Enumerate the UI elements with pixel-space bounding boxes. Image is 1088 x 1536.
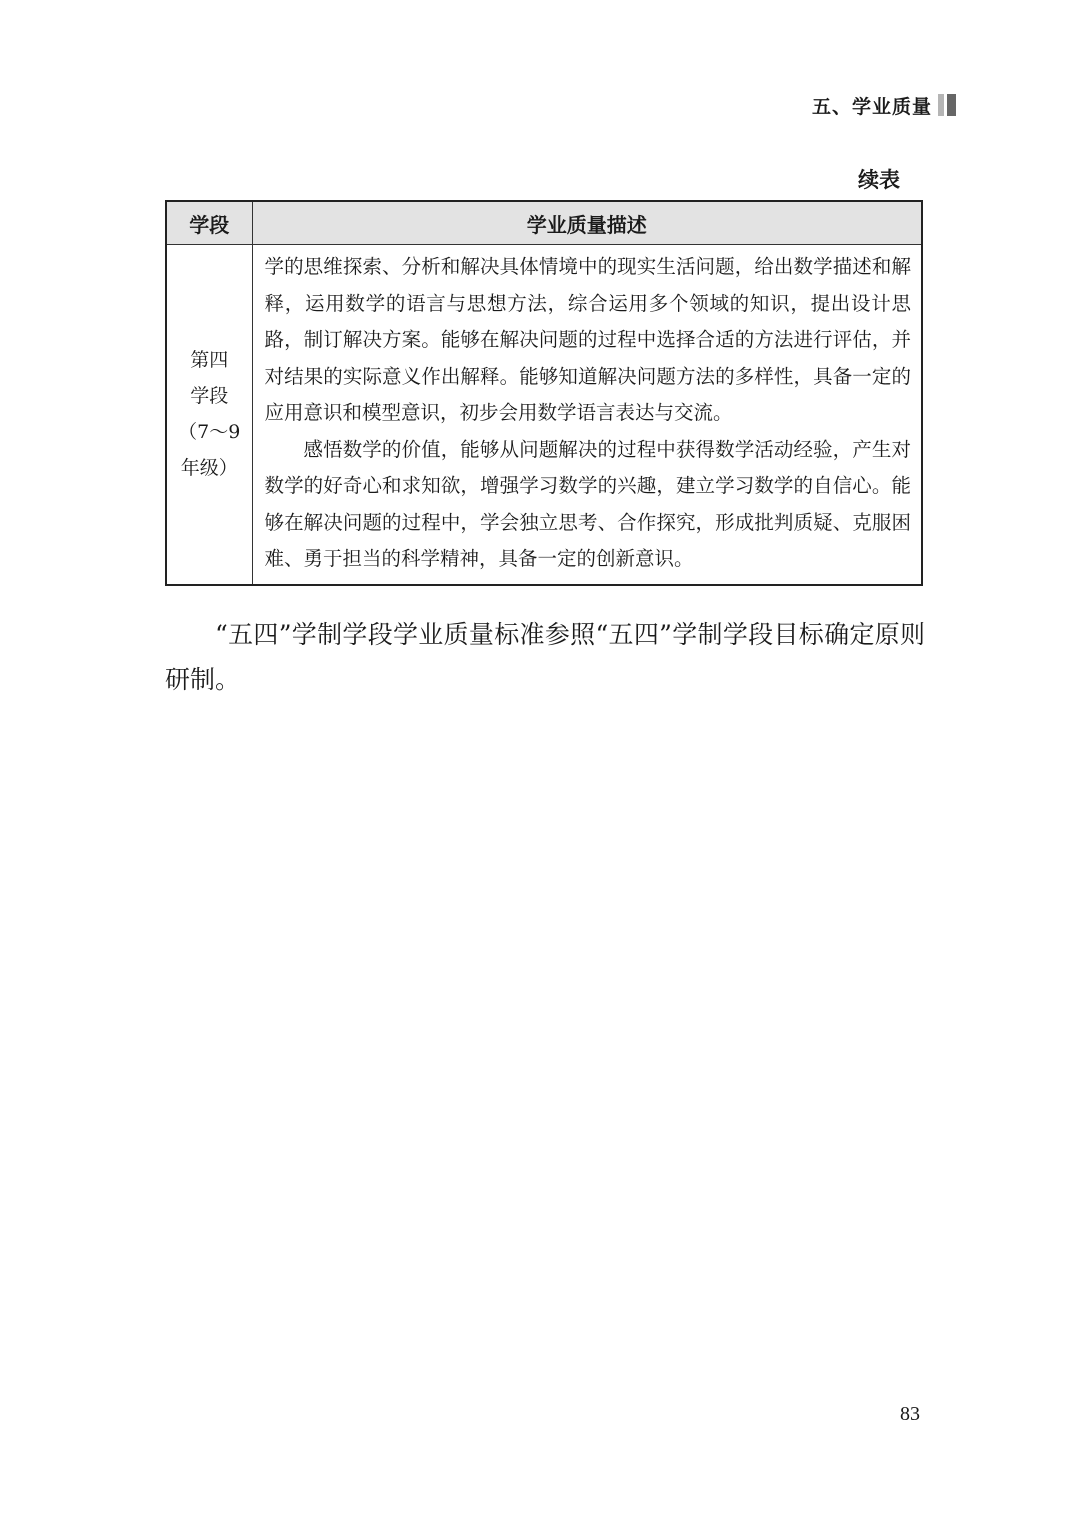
running-head-bar-icon [938, 94, 956, 116]
running-head [760, 91, 956, 119]
running-head-title: 五、学业质量 [811, 95, 932, 118]
table-caption: 续表 [858, 168, 900, 192]
description-cell [252, 245, 922, 585]
column-header-description: 学业质量描述 [252, 201, 922, 245]
quality-table [165, 200, 923, 586]
stage-line: 学段 [190, 385, 229, 408]
stage-line: （7～9 [178, 421, 241, 444]
description-paragraph: 感悟数学的价值，能够从问题解决的过程中获得数学活动经验，产生对数学的好奇心和求知欲，增强学习数学的兴趣，建立学习数学的自信心。能够在解决问题的过程中，学会独立思考、合作探究，形成批判质疑、克服困难、勇于担当的科学精神，具备一定的创新意识。 [264, 437, 911, 570]
stage-cell [166, 245, 252, 585]
page-number: 83 [900, 1403, 920, 1425]
stage-line: 年级） [180, 457, 238, 480]
body-paragraph: “五四”学制学段学业质量标准参照“五四”学制学段目标确定原则研制。 [165, 620, 925, 694]
table-row [166, 245, 922, 585]
description-paragraph: 学的思维探索、分析和解决具体情境中的现实生活问题，给出数学描述和解释，运用数学的语言与思想方法，综合运用多个领域的知识，提出设计思路，制订解决方案。能够在解决问题的过程中选择合适的方法进行评估，并对结果的实际意义作出解释。能够知道解决问题方法的多样性，具备一定的应用意识和模型意识，初步会用数学语言表达与交流。 [264, 255, 911, 424]
table-header-row [166, 201, 922, 245]
stage-line: 第四 [190, 349, 229, 372]
column-header-stage: 学段 [166, 201, 252, 245]
